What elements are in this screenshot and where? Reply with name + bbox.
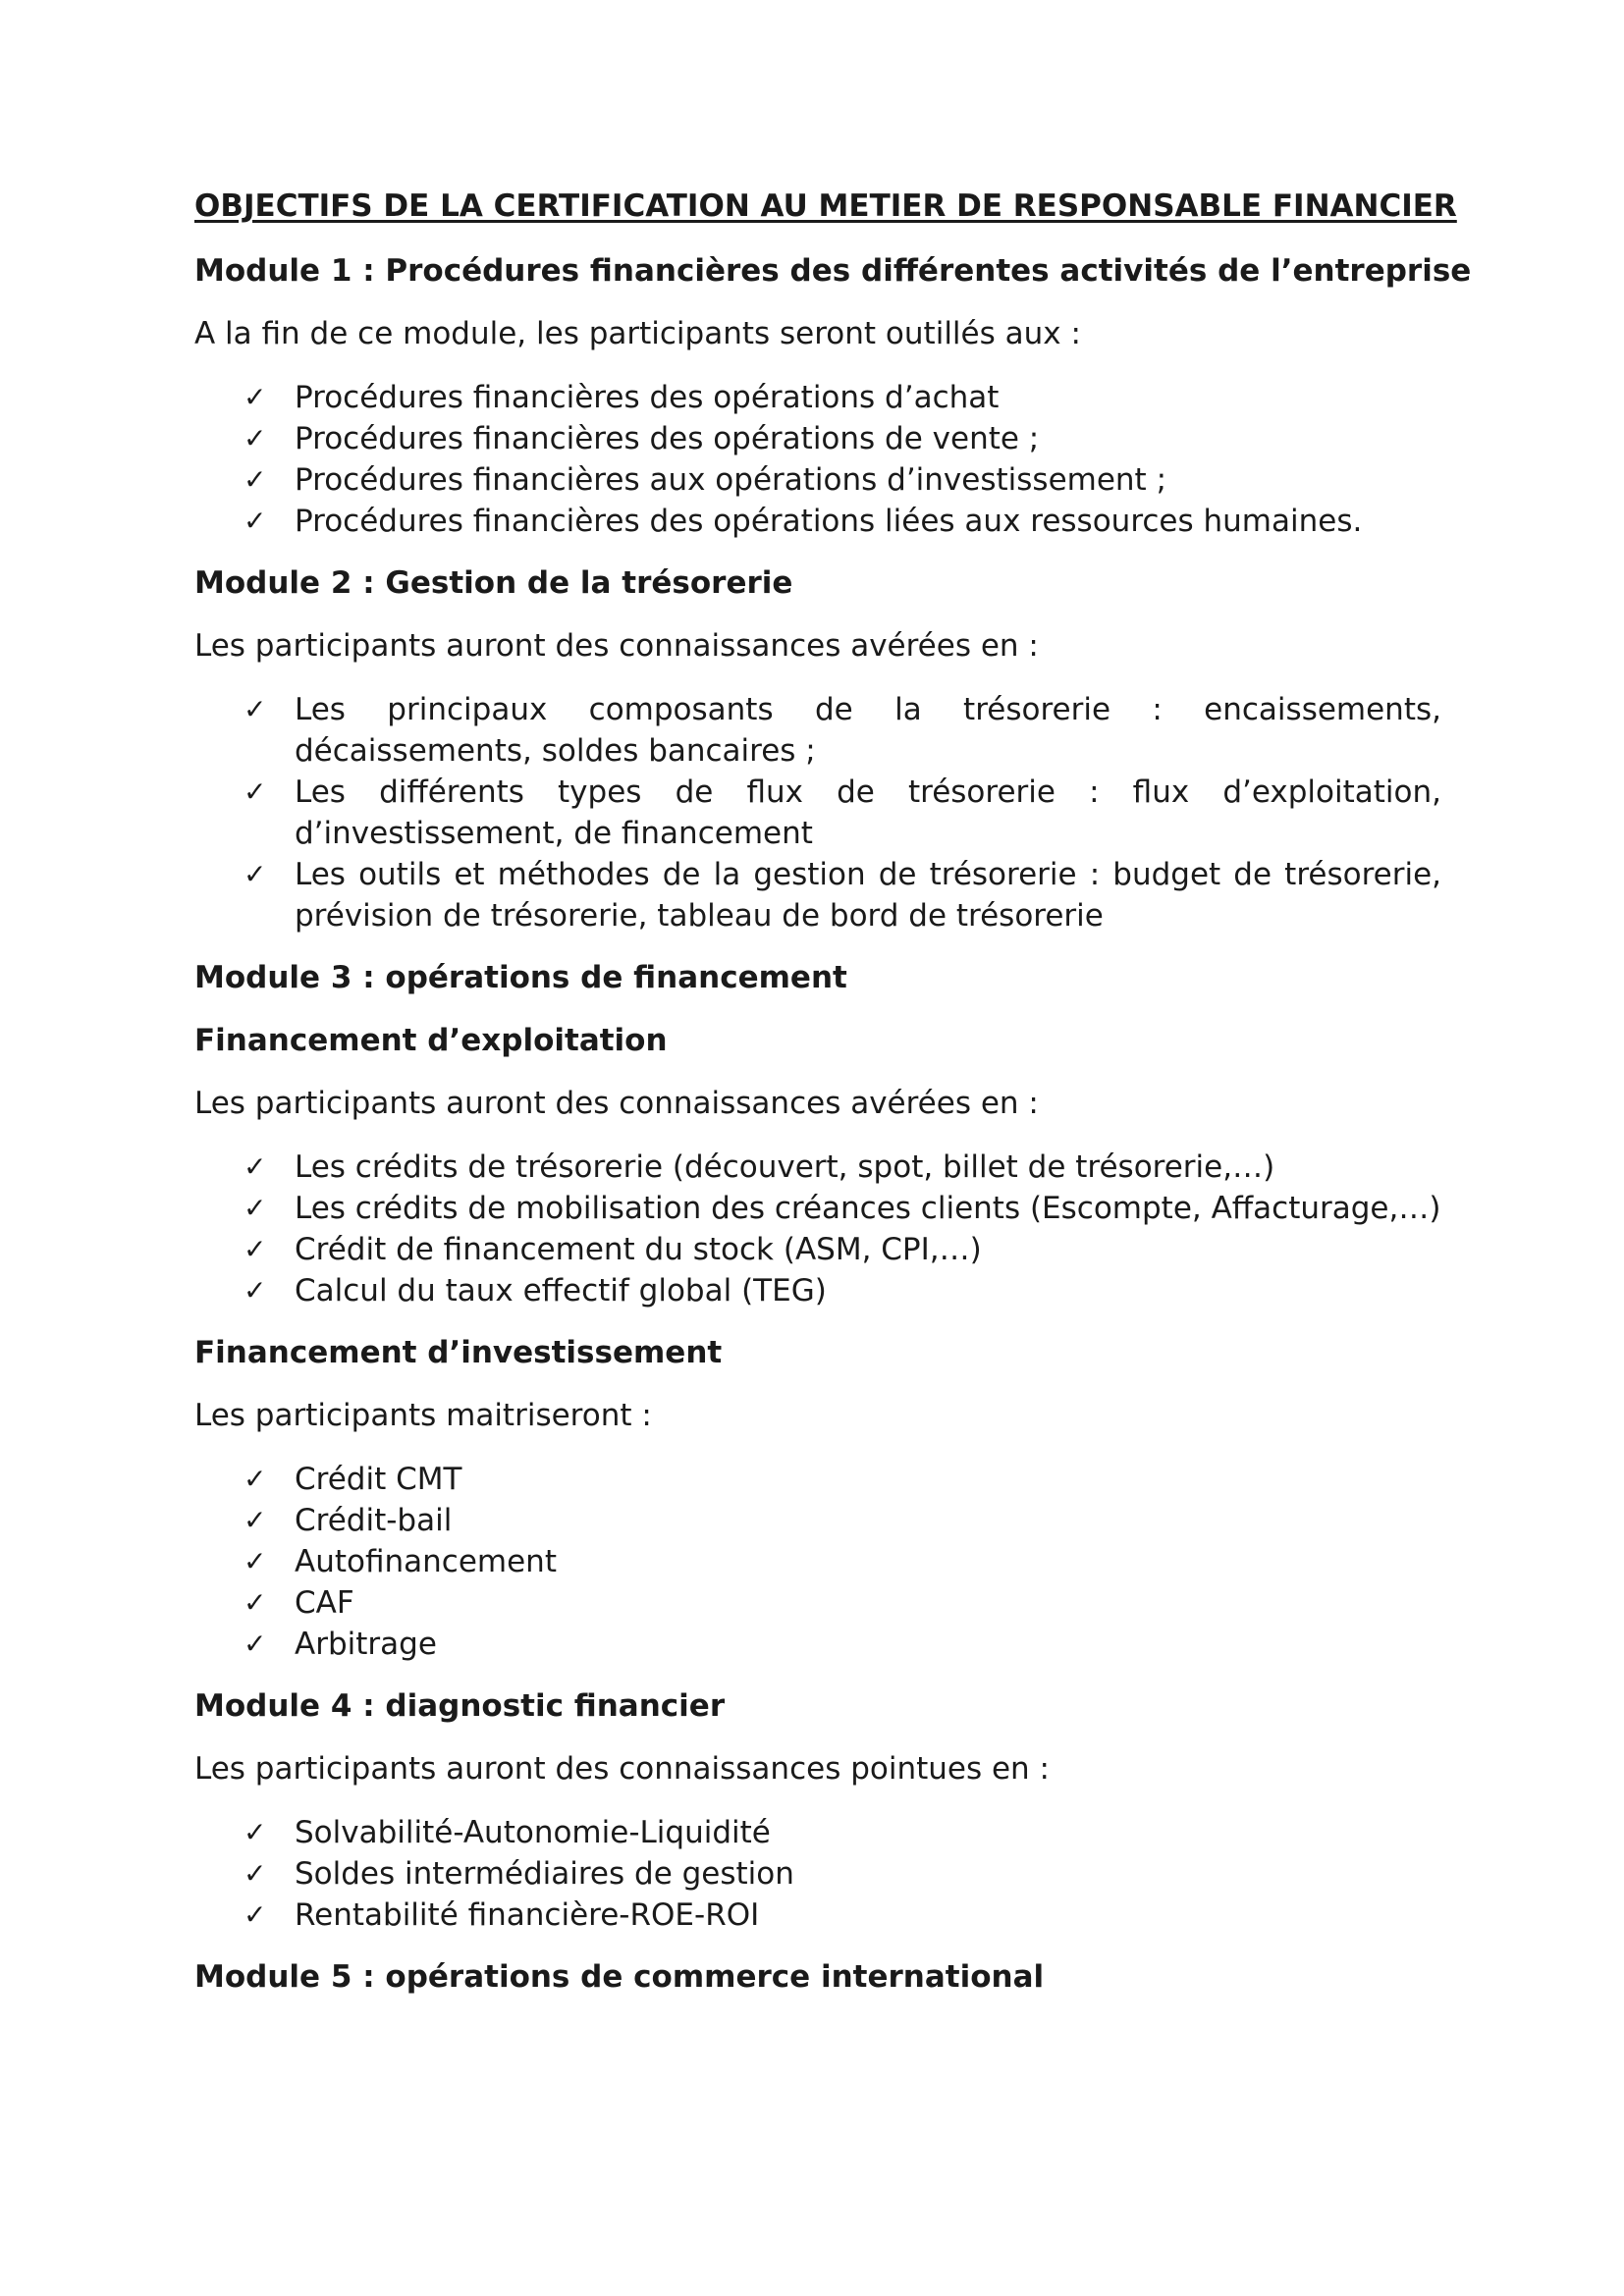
module-3-heading: Module 3 : opérations de financement <box>194 960 847 995</box>
list-item-text: Rentabilité financière-ROE-ROI <box>295 1897 760 1933</box>
check-icon: ✓ <box>244 1857 267 1890</box>
list-item-text: Procédures financières des opérations de vente ; <box>295 421 1040 456</box>
check-icon: ✓ <box>244 1150 267 1183</box>
financement-investissement-list <box>194 1459 1441 1665</box>
module-2-intro: Les participants auront des connaissances avérées en : <box>194 628 1039 664</box>
list-item <box>194 772 1441 854</box>
financement-investissement-heading: Financement d’investissement <box>194 1335 723 1370</box>
financement-exploitation-intro: Les participants auront des connaissances avérées en : <box>194 1086 1039 1121</box>
list-item <box>194 1624 1441 1665</box>
list-item <box>194 1229 1441 1270</box>
list-item-text: Arbitrage <box>295 1627 437 1662</box>
check-icon: ✓ <box>244 1628 267 1660</box>
list-item-text: Soldes intermédiaires de gestion <box>295 1856 794 1892</box>
list-item <box>194 689 1441 772</box>
list-item <box>194 1812 1441 1853</box>
check-icon: ✓ <box>244 1898 267 1931</box>
module-5-heading: Module 5 : opérations de commerce international <box>194 1959 1045 1995</box>
document-page <box>194 187 1472 2020</box>
list-item-text: Les crédits de trésorerie (découvert, spot, billet de trésorerie,…) <box>295 1149 1275 1185</box>
check-icon: ✓ <box>244 858 267 890</box>
check-icon: ✓ <box>244 775 267 808</box>
list-item-text: Calcul du taux effectif global (TEG) <box>295 1273 827 1308</box>
list-item <box>194 1500 1441 1541</box>
financement-investissement-intro: Les participants maitriseront : <box>194 1398 652 1433</box>
financement-exploitation-list <box>194 1147 1441 1311</box>
check-icon: ✓ <box>244 693 267 725</box>
check-icon: ✓ <box>244 463 267 496</box>
list-item-text: Procédures financières aux opérations d’investissement ; <box>295 462 1167 498</box>
list-item-text: CAF <box>295 1585 354 1621</box>
list-item <box>194 501 1441 542</box>
list-item <box>194 418 1441 459</box>
list-item <box>194 1853 1441 1895</box>
check-icon: ✓ <box>244 1504 267 1536</box>
check-icon: ✓ <box>244 1545 267 1577</box>
list-item <box>194 1459 1441 1500</box>
list-item <box>194 1582 1441 1624</box>
check-icon: ✓ <box>244 381 267 413</box>
list-item-text: Solvabilité-Autonomie-Liquidité <box>295 1815 771 1850</box>
module-1-list <box>194 377 1441 542</box>
list-item <box>194 1541 1441 1582</box>
list-item <box>194 1188 1441 1229</box>
list-item <box>194 1147 1441 1188</box>
check-icon: ✓ <box>244 1233 267 1265</box>
financement-exploitation-heading: Financement d’exploitation <box>194 1023 668 1058</box>
list-item <box>194 854 1441 936</box>
list-item-text: Les principaux composants de la trésorerie : encaissements, décaissements, soldes bancaires ; <box>295 692 1441 769</box>
check-icon: ✓ <box>244 1192 267 1224</box>
list-item-text: Procédures financières des opérations liées aux ressources humaines. <box>295 504 1363 539</box>
list-item-text: Procédures financières des opérations d’achat <box>295 380 1000 415</box>
module-1-heading: Module 1 : Procédures financières des différentes activités de l’entreprise <box>194 253 1472 289</box>
list-item-text: Crédit-bail <box>295 1503 453 1538</box>
list-item <box>194 1270 1441 1311</box>
module-4-list <box>194 1812 1441 1936</box>
list-item-text: Les différents types de flux de trésorerie : flux d’exploitation, d’investissement, de financement <box>295 774 1441 851</box>
module-4-intro: Les participants auront des connaissances pointues en : <box>194 1751 1050 1787</box>
module-4-heading: Module 4 : diagnostic financier <box>194 1688 726 1724</box>
module-2-list <box>194 689 1441 936</box>
list-item <box>194 459 1441 501</box>
list-item-text: Crédit de financement du stock (ASM, CPI,…) <box>295 1232 982 1267</box>
check-icon: ✓ <box>244 422 267 454</box>
module-1-intro: A la fin de ce module, les participants seront outillés aux : <box>194 316 1081 351</box>
check-icon: ✓ <box>244 1463 267 1495</box>
list-item-text: Les crédits de mobilisation des créances clients (Escompte, Affacturage,…) <box>295 1191 1441 1226</box>
list-item-text: Autofinancement <box>295 1544 557 1579</box>
module-2-heading: Module 2 : Gestion de la trésorerie <box>194 565 793 601</box>
list-item-text: Crédit CMT <box>295 1462 462 1497</box>
list-item <box>194 1895 1441 1936</box>
check-icon: ✓ <box>244 1274 267 1307</box>
list-item-text: Les outils et méthodes de la gestion de trésorerie : budget de trésorerie, prévision de trésorerie, tableau de bord de trésorerie <box>295 857 1441 934</box>
check-icon: ✓ <box>244 505 267 537</box>
document-title: OBJECTIFS DE LA CERTIFICATION AU METIER DE RESPONSABLE FINANCIER <box>194 188 1457 224</box>
check-icon: ✓ <box>244 1816 267 1848</box>
check-icon: ✓ <box>244 1586 267 1619</box>
list-item <box>194 377 1441 418</box>
